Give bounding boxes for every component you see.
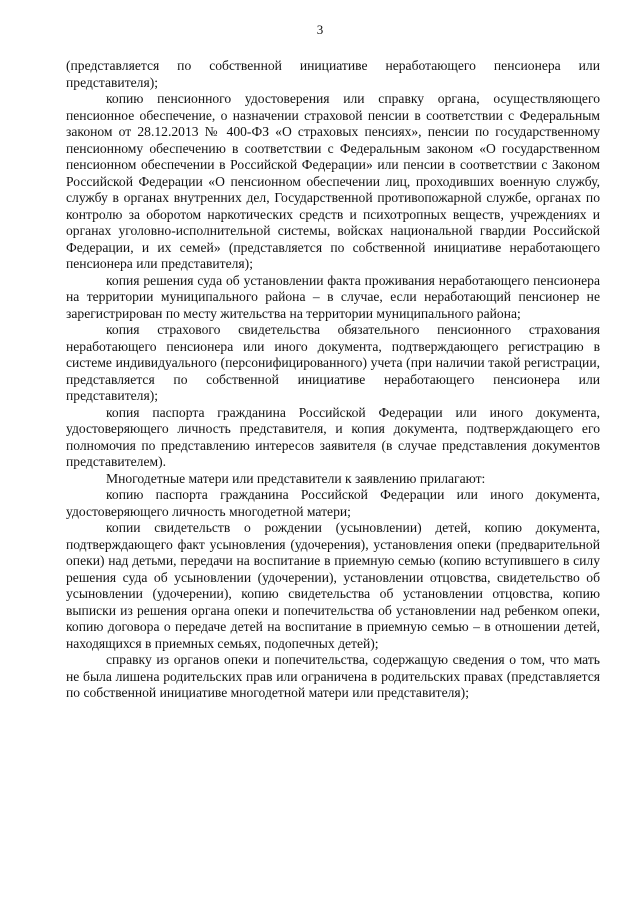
paragraph-pension-certificate: копию пенсионного удостоверения или справку органа, осуществляющего пенсионное обеспечение, о назначении страховой пенсии в соответствии с Федеральным законом от 28.12.2013 № 400-ФЗ «О страховых пенсиях», пенсии по государственному пенсионному обеспечению в соответствии с Федеральным законом «О государственном пенсионном обеспечении в Российской Федерации» или пенсии в соответствии с Законом Российской Федерации «О пенсионном обеспечении лиц, проходивших военную службу, службу в органах внутренних дел, Государственной противопожарной службе, органах по контролю за оборотом наркотических средств и психотропных веществ, учреждениях и органах уголовно-исполнительной системы, войсках национальной гвардии Российской Федерации, и их семей» (представляется по собственной инициативе неработающего пенсионера или представителя);: [66, 91, 600, 271]
paragraph-continuation: (представляется по собственной инициативе неработающего пенсионера или представителя);: [66, 58, 600, 90]
paragraph-court-decision: копия решения суда об установлении факта проживания неработающего пенсионера на территории муниципального района – в случае, если неработающий пенсионер не зарегистрирован по месту жительства на территории муниципального района;: [66, 272, 600, 321]
document-body: [66, 58, 600, 702]
paragraph-mother-passport: копию паспорта гражданина Российской Федерации или иного документа, удостоверяющего личность многодетной матери;: [66, 487, 600, 519]
paragraph-representative-passport: копия паспорта гражданина Российской Федерации или иного документа, удостоверяющего личность представителя, и копия документа, подтверждающего его полномочия по представлению интересов заявителя (в случае представления документов представителем).: [66, 404, 600, 469]
paragraph-mothers-heading: Многодетные матери или представители к заявлению прилагают:: [106, 470, 486, 486]
paragraph-insurance-certificate: копия страхового свидетельства обязательного пенсионного страхования неработающего пенсионера или иного документа, подтверждающего регистрацию в системе индивидуального (персонифицированного) учета (при наличии такой регистрации, представляется по собственной инициативе неработающего пенсионера или представителя);: [66, 322, 600, 403]
page-number: 3: [316, 22, 324, 37]
paragraph-birth-certificates: копии свидетельств о рождении (усыновлении) детей, копию документа, подтверждающего факт усыновления (удочерения), установления опеки (предварительной опеки) над детьми, передачи на воспитание в приемную семью (копию вступившего в силу решения суда об усыновлении (удочерении), установлении отцовства, свидетельство об усыновлении (удочерении), копию свидетельства об установлении отцовства, копию выписки из решения органа опеки и попечительства об установлении над ребенком опеки, копию договора о передаче детей на воспитание в приемную семью – в отношении детей, находящихся в приемных семьях, подопечных детей);: [66, 520, 600, 651]
paragraph-guardianship-certificate: справку из органов опеки и попечительства, содержащую сведения о том, что мать не была лишена родительских прав или ограничена в родительских правах (представляется по собственной инициативе многодетной матери или представителя);: [66, 652, 600, 700]
